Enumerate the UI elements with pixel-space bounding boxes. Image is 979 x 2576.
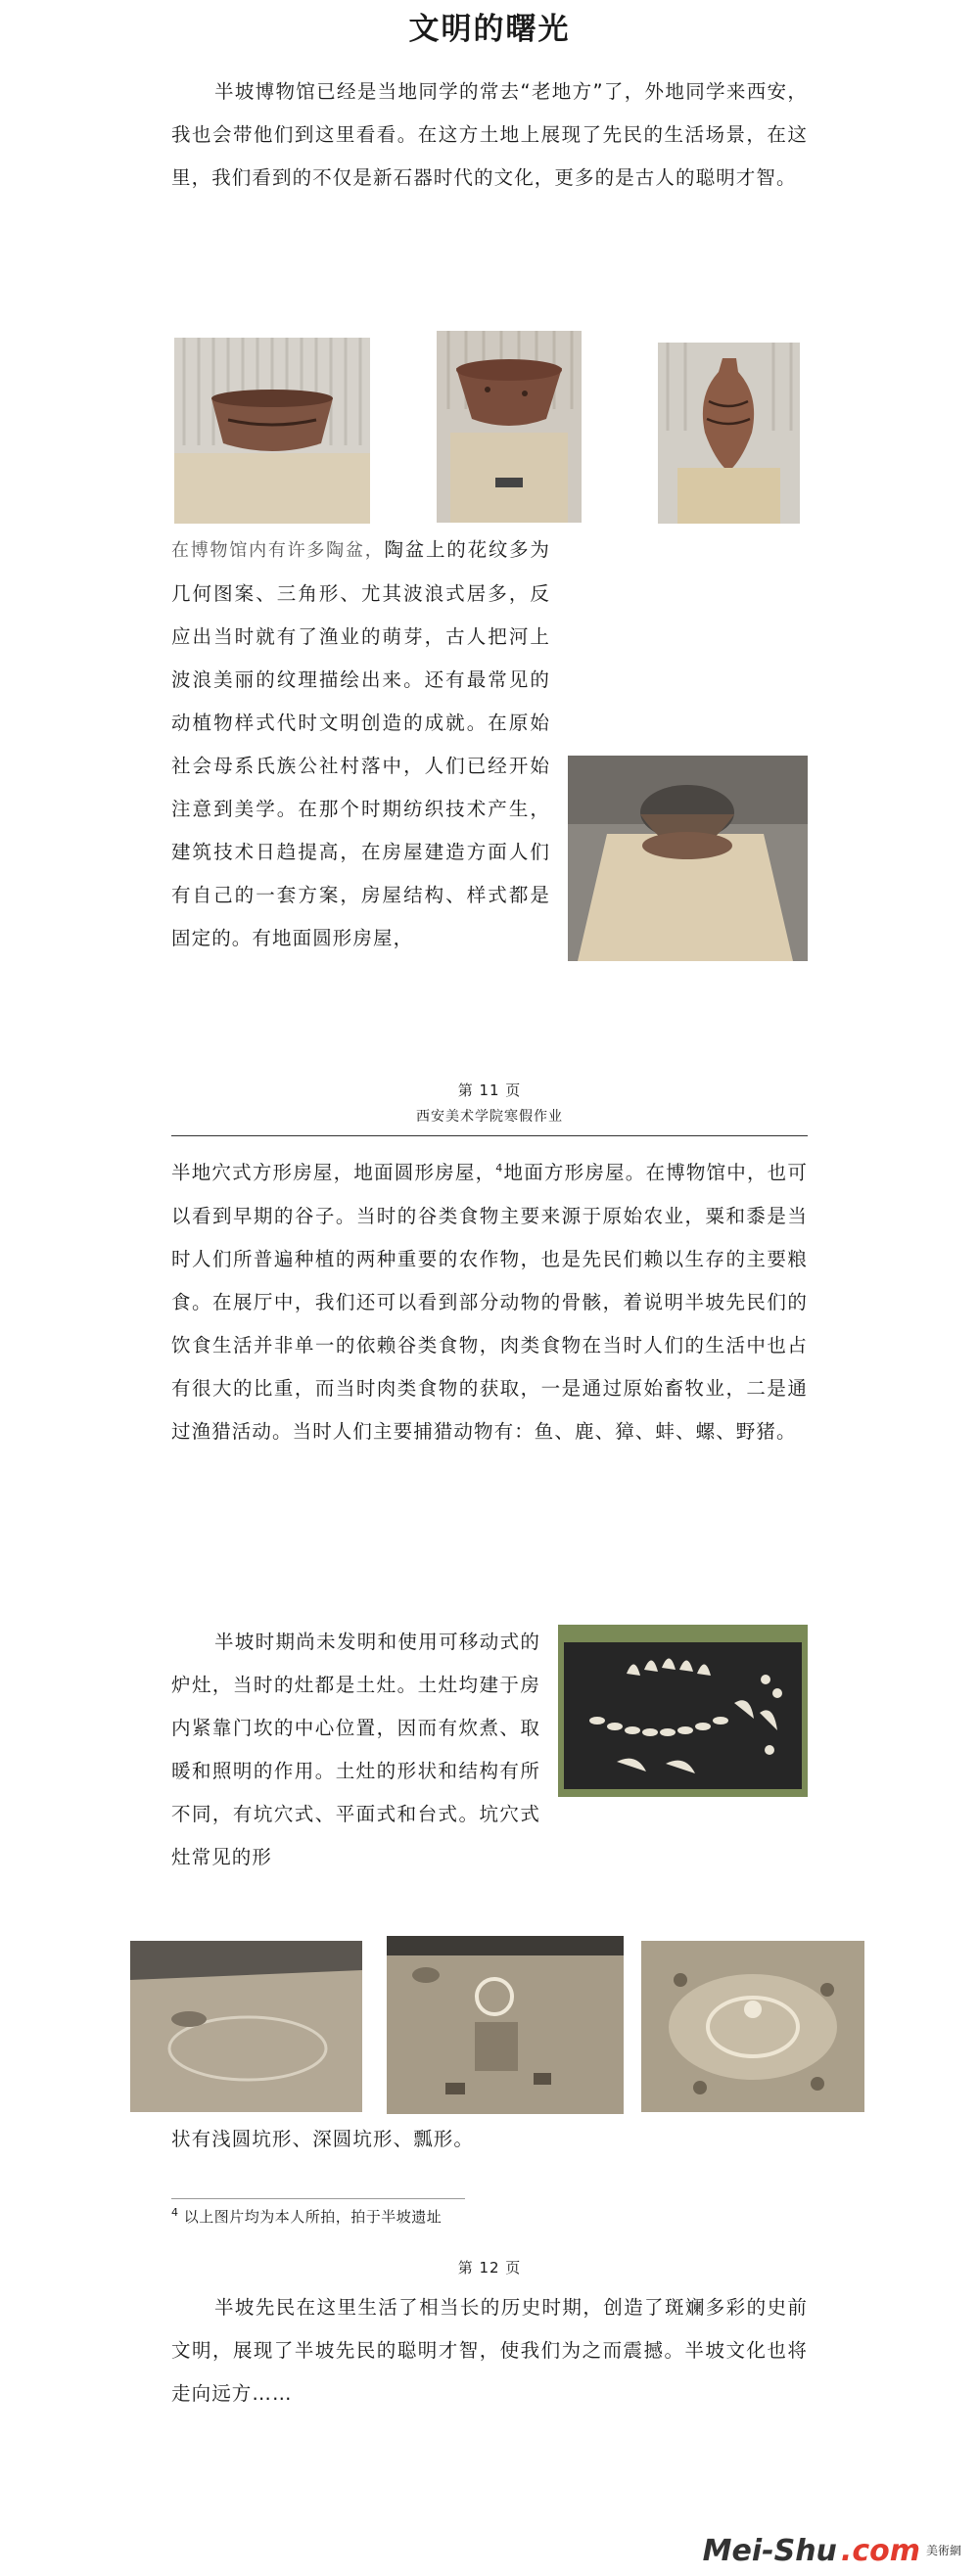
header-rule — [171, 1135, 808, 1136]
intro-paragraph: 半坡博物馆已经是当地同学的常去“老地方”了，外地同学来西安，我也会带他们到这里看看。在这方土地上展现了先民的生活场景，在这里，我们看到的不仅是新石器时代的文化，更多的是古人的聪明才智。 — [171, 80, 808, 189]
excavation-photo-3 — [641, 1941, 864, 2112]
closing-paragraph: 半坡先民在这里生活了相当长的历史时期，创造了斑斓多彩的史前文明，展现了半坡先民的聪明才智，使我们为之而震撼。半坡文化也将走向远方…… — [171, 2296, 808, 2405]
pottery-paragraph — [171, 529, 808, 969]
page-number-11: 第 11 页 — [457, 1081, 522, 1099]
watermark-domain: .com — [840, 2533, 920, 2568]
pottery-jar-photo — [658, 343, 800, 524]
footnote — [171, 2206, 442, 2227]
stove-paragraph-end: 状有浅圆坑形、深圆坑形、瓢形。 — [171, 2128, 475, 2150]
stove-paragraph — [171, 1621, 808, 1868]
animal-bones-photo — [558, 1625, 808, 1797]
pottery-caption: 在博物馆内有许多陶盆， — [171, 540, 385, 561]
houses-paragraph — [171, 1147, 808, 1453]
page-title: 文明的曙光 — [408, 12, 571, 47]
watermark-brand: Mei-Shu — [702, 2533, 837, 2568]
site-watermark — [703, 2531, 961, 2570]
footnote-text: 以上图片均为本人所拍，拍于半坡遗址 — [183, 2208, 443, 2226]
stove-text: 半坡时期尚未发明和使用可移动式的炉灶，当时的灶都是土灶。土灶均建于房内紧靠门坎的中心位置，因而有炊煮、取暖和照明的作用。土灶的形状和结构有所不同，有坑穴式、平面式和台式。坑穴式灶常见的形 — [171, 1631, 540, 1868]
excavation-photo-1 — [130, 1941, 362, 2112]
excavation-photo-2 — [387, 1936, 624, 2114]
pottery-text: 陶盆上的花纹多为几何图案、三角形、尤其波浪式居多，反应出当时就有了渔业的萌芽，古人把河上波浪美丽的纹理描绘出来。还有最常见的动植物样式代时文明创造的成就。在原始社会母系氏族公社村落中，人们已经开始注意到美学。在那个时期纺织技术产生，建筑技术日趋提高，在房屋建造方面人们有自己的一套方案，房屋结构、样式都是固定的。有地面圆形房屋， — [171, 538, 550, 949]
school-header: 西安美术学院寒假作业 — [416, 1109, 563, 1125]
houses-text-before: 半地穴式方形房屋，地面圆形房屋， — [171, 1161, 496, 1184]
clay-pot-photo — [568, 756, 808, 961]
houses-text-after: 地面方形房屋。在博物馆中，也可以看到早期的谷子。当时的谷类食物主要来源于原始农业，粟和黍是当时人们所普遍种植的两种重要的农作物，也是先民们赖以生存的主要粮食。在展厅中，我们还可以看到部分动物的骨骸，着说明半坡先民们的饮食生活并非单一的依赖谷类食物，肉类食物在当时人们的生活中也占有很大的比重，而当时肉类食物的获取，一是通过原始畜牧业，二是通过渔猎活动。当时人们主要捕猎动物有：鱼、鹿、獐、蚌、螺、野猪。 — [171, 1161, 808, 1443]
footnote-rule — [171, 2198, 465, 2199]
watermark-cn: 美術網 — [925, 2544, 961, 2557]
pottery-bowl-photo — [174, 338, 370, 524]
footnote-number: 4 — [171, 2206, 179, 2219]
page-number-12: 第 12 页 — [457, 2259, 522, 2277]
pottery-basin-photo — [437, 331, 582, 523]
footnote-ref: 4 — [495, 1162, 504, 1174]
